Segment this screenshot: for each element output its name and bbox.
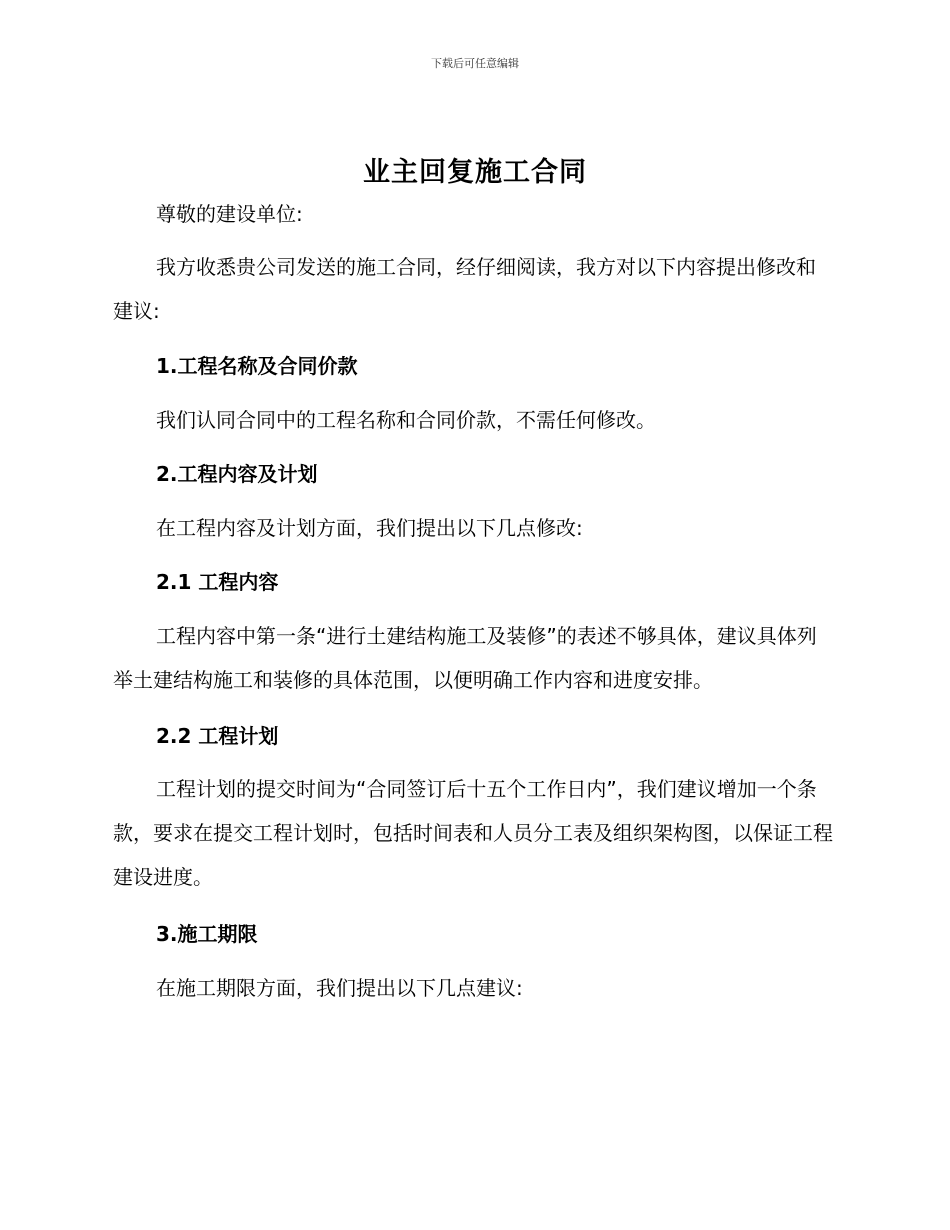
section-text-2: 在工程内容及计划方面，我们提出以下几点修改: xyxy=(156,516,583,540)
document-title: 业主回复施工合同 xyxy=(363,157,587,188)
section-heading-3: 3.施工期限 xyxy=(156,922,258,946)
section-text-3: 在施工期限方面，我们提出以下几点建议: xyxy=(156,976,523,1000)
section-heading-2-2: 2.2 工程计划 xyxy=(156,724,279,748)
section-heading-2: 2.工程内容及计划 xyxy=(156,462,318,486)
section-heading-1: 1.工程名称及合同价款 xyxy=(156,354,358,378)
intro-paragraph: 我方收悉贵公司发送的施工合同，经仔细阅读，我方对以下内容提出修改和建议: xyxy=(113,255,816,323)
section-text-2-1: 工程内容中第一条“进行土建结构施工及装修”的表述不够具体，建议具体列举土建结构施工和装修的具体范围，以便明确工作内容和进度安排。 xyxy=(113,624,817,692)
section-heading-2-1: 2.1 工程内容 xyxy=(156,570,279,594)
salutation: 尊敬的建设单位: xyxy=(156,202,303,226)
section-text-2-2: 工程计划的提交时间为“合同签订后十五个工作日内”，我们建议增加一个条款，要求在提交工程计划时，包括时间表和人员分工表及组织架构图，以保证工程建设进度。 xyxy=(113,777,833,889)
section-text-1: 我们认同合同中的工程名称和合同价款，不需任何修改。 xyxy=(156,408,656,432)
header-note: 下载后可任意编辑 xyxy=(431,57,519,70)
